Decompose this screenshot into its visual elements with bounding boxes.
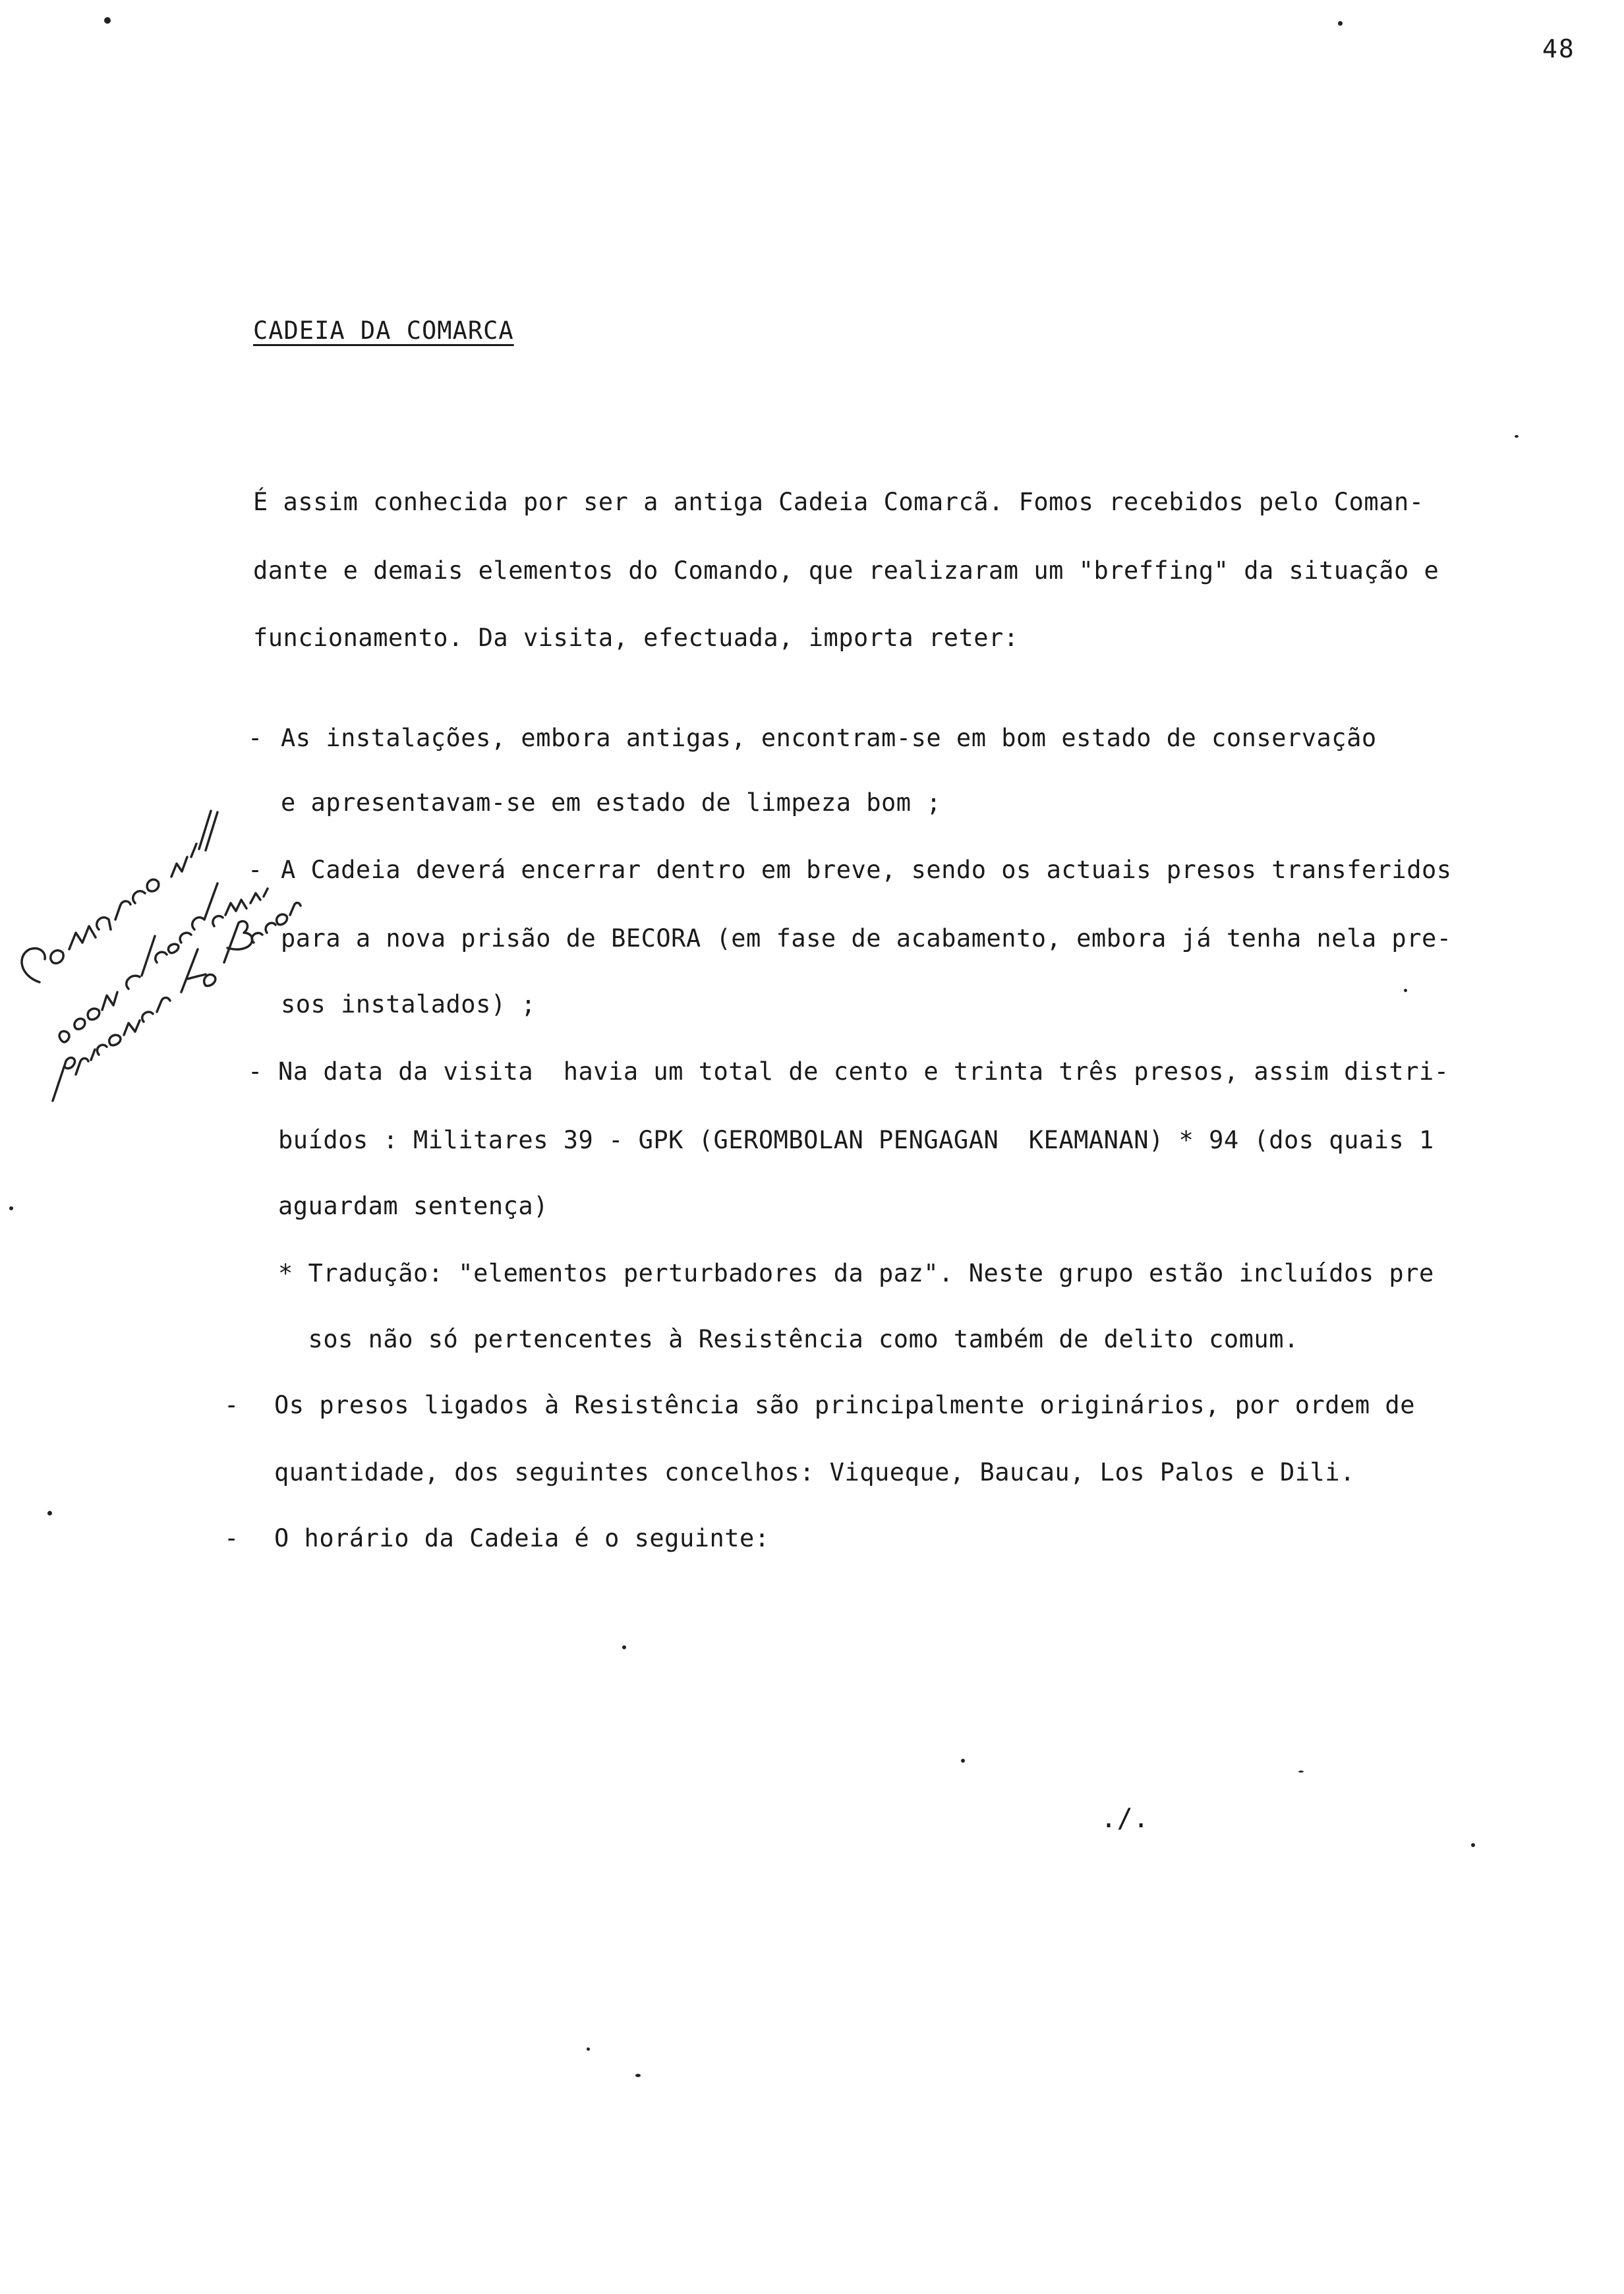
- scan-speck: [1471, 1843, 1475, 1847]
- section-title: CADEIA DA COMARCA: [253, 316, 514, 345]
- paragraph-line: dante e demais elementos do Comando, que realizaram um "breffing" da situação e: [253, 556, 1439, 585]
- bullet-dash: -: [224, 1524, 239, 1552]
- scan-speck: [104, 17, 111, 24]
- bullet-dash: -: [224, 1391, 239, 1419]
- scan-speck: [1338, 21, 1343, 26]
- bullet-line: As instalações, embora antigas, encontram-se em bom estado de conservação: [281, 724, 1377, 752]
- bullet-line: quantidade, dos seguintes concelhos: Viqueque, Baucau, Los Palos e Dili.: [274, 1458, 1355, 1486]
- bullet-line: e apresentavam-se em estado de limpeza bom ;: [281, 788, 942, 817]
- bullet-line: aguardam sentença): [278, 1192, 548, 1220]
- bullet-dash: -: [248, 1057, 263, 1086]
- bullet-line: Os presos ligados à Resistência são principalmente originários, por ordem de: [274, 1391, 1415, 1419]
- scan-speck: [1298, 1771, 1304, 1773]
- bullet-line: Na data da visita havia um total de cento e trinta três presos, assim distri-: [278, 1057, 1449, 1086]
- scan-speck: [635, 2074, 641, 2077]
- handwritten-note: [0, 765, 303, 1226]
- scan-speck: [622, 1645, 626, 1649]
- bullet-line: para a nova prisão de BECORA (em fase de acabamento, embora já tenha nela pre-: [281, 924, 1452, 953]
- bullet-dash: -: [248, 724, 263, 752]
- scan-speck: [1515, 435, 1519, 438]
- scan-speck: [9, 1206, 13, 1210]
- paragraph-line: funcionamento. Da visita, efectuada, importa reter:: [253, 624, 1019, 652]
- bullet-line: buídos : Militares 39 - GPK (GEROMBOLAN PENGAGAN KEAMANAN) * 94 (dos quais 1: [278, 1126, 1434, 1154]
- scan-speck: [961, 1759, 965, 1763]
- bullet-dash: -: [248, 856, 263, 884]
- scan-speck: [47, 1511, 52, 1515]
- footnote-line: sos não só pertencentes à Resistência como também de delito comum.: [278, 1325, 1299, 1353]
- scan-speck: [587, 2047, 590, 2051]
- scan-speck: [1404, 989, 1407, 992]
- bullet-line: O horário da Cadeia é o seguinte:: [274, 1524, 770, 1552]
- paragraph-line: É assim conhecida por ser a antiga Cadeia Comarcã. Fomos recebidos pelo Coman-: [253, 488, 1424, 516]
- bullet-line: sos instalados) ;: [281, 990, 536, 1018]
- footnote-line: * Tradução: "elementos perturbadores da paz". Neste grupo estão incluídos pre: [278, 1259, 1434, 1287]
- bullet-line: A Cadeia deverá encerrar dentro em breve, sendo os actuais presos transferidos: [281, 856, 1452, 884]
- continuation-mark: ./.: [1101, 1804, 1149, 1834]
- page-number: 48: [1542, 34, 1575, 63]
